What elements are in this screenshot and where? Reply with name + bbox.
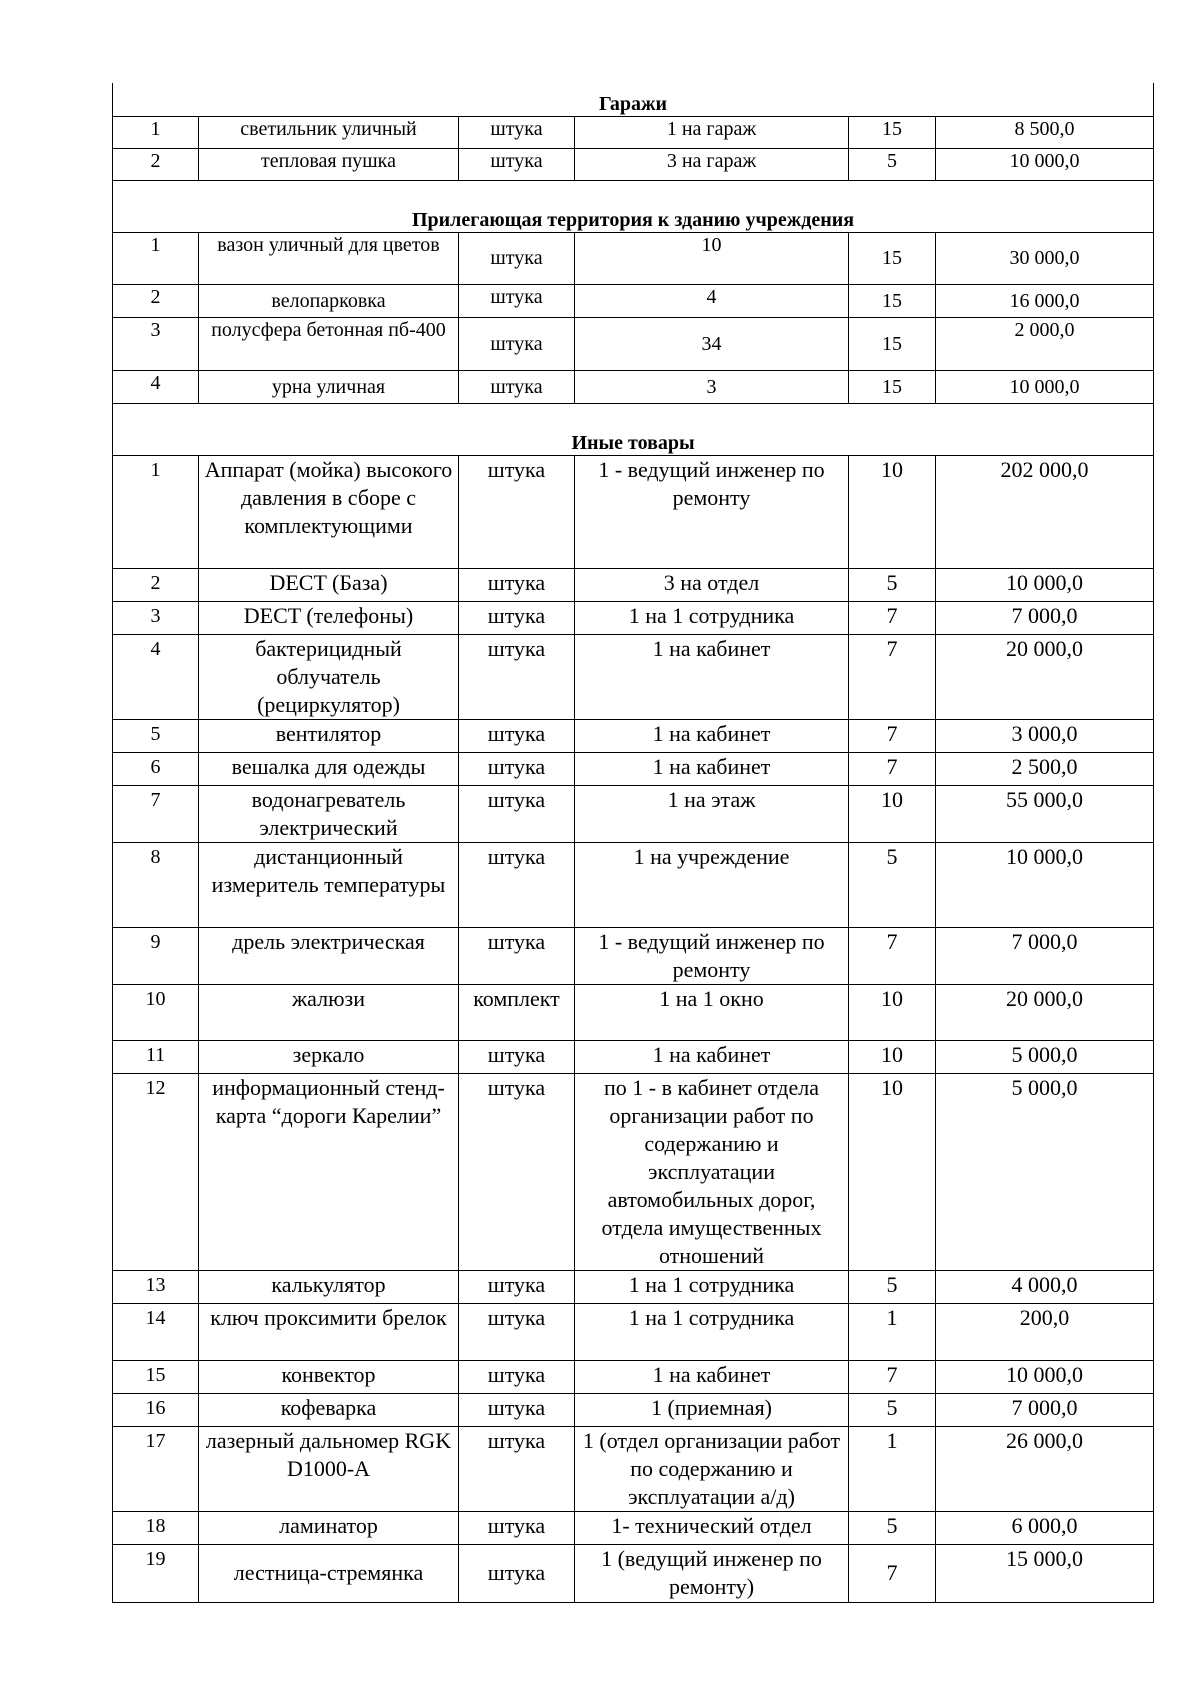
item-term: 10 — [849, 1040, 936, 1073]
item-norm: 1 на гараж — [575, 116, 849, 148]
item-price: 7 000,0 — [936, 601, 1154, 634]
row-number: 8 — [113, 842, 199, 927]
item-price: 7 000,0 — [936, 927, 1154, 984]
item-term: 7 — [849, 752, 936, 785]
item-name: кофеварка — [199, 1393, 459, 1426]
table-row — [113, 116, 1154, 148]
row-number: 10 — [113, 984, 199, 1040]
item-norm: 1 на кабинет — [575, 634, 849, 719]
section-title: Гаражи — [113, 83, 1154, 116]
item-name: зеркало — [199, 1040, 459, 1073]
item-name: дистанционный измеритель температуры — [199, 842, 459, 927]
table-row — [113, 1303, 1154, 1360]
item-unit: штука — [459, 1303, 575, 1360]
table-row — [113, 601, 1154, 634]
item-price: 20 000,0 — [936, 984, 1154, 1040]
item-term: 5 — [849, 1393, 936, 1426]
item-norm: 10 — [575, 232, 849, 284]
table-row — [113, 634, 1154, 719]
item-price: 10 000,0 — [936, 1360, 1154, 1393]
item-name: светильник уличный — [199, 116, 459, 148]
table-row — [113, 1393, 1154, 1426]
item-term: 15 — [849, 116, 936, 148]
item-norm: по 1 - в кабинет отдела организации работ по содержанию и эксплуатации автомобильных дорог, отдела имущественных отношений — [575, 1073, 849, 1270]
item-price: 2 000,0 — [936, 317, 1154, 370]
row-number: 16 — [113, 1393, 199, 1426]
item-price: 3 000,0 — [936, 719, 1154, 752]
table-row — [113, 148, 1154, 180]
table-row — [113, 568, 1154, 601]
table-row — [113, 752, 1154, 785]
item-name: лестница-стремянка — [199, 1544, 459, 1602]
row-number: 17 — [113, 1426, 199, 1511]
item-unit: штука — [459, 1511, 575, 1544]
item-unit: штука — [459, 842, 575, 927]
item-name: полусфера бетонная пб-400 — [199, 317, 459, 370]
item-norm: 3 — [575, 370, 849, 403]
row-number: 3 — [113, 601, 199, 634]
item-name: конвектор — [199, 1360, 459, 1393]
row-number: 5 — [113, 719, 199, 752]
item-term: 7 — [849, 927, 936, 984]
item-name: дрель электрическая — [199, 927, 459, 984]
item-term: 10 — [849, 984, 936, 1040]
item-unit: штука — [459, 317, 575, 370]
item-term: 1 — [849, 1303, 936, 1360]
item-price: 4 000,0 — [936, 1270, 1154, 1303]
item-price: 2 500,0 — [936, 752, 1154, 785]
section-title: Иные товары — [113, 403, 1154, 455]
equipment-norms-table — [112, 83, 1154, 1603]
item-unit: штука — [459, 1270, 575, 1303]
item-norm: 1 - ведущий инженер по ремонту — [575, 455, 849, 568]
item-term: 5 — [849, 1270, 936, 1303]
item-price: 16 000,0 — [936, 284, 1154, 317]
row-number: 2 — [113, 148, 199, 180]
item-term: 10 — [849, 1073, 936, 1270]
item-unit: штука — [459, 927, 575, 984]
item-norm: 1 (отдел организации работ по содержанию и эксплуатации а/д) — [575, 1426, 849, 1511]
item-price: 55 000,0 — [936, 785, 1154, 842]
item-norm: 1 (приемная) — [575, 1393, 849, 1426]
item-name: урна уличная — [199, 370, 459, 403]
item-unit: штука — [459, 719, 575, 752]
item-norm: 1 на кабинет — [575, 1360, 849, 1393]
item-unit: штука — [459, 1544, 575, 1602]
item-name: DECT (телефоны) — [199, 601, 459, 634]
item-term: 10 — [849, 785, 936, 842]
item-price: 20 000,0 — [936, 634, 1154, 719]
row-number: 1 — [113, 455, 199, 568]
item-term: 7 — [849, 601, 936, 634]
item-name: DECT (База) — [199, 568, 459, 601]
item-term: 7 — [849, 634, 936, 719]
item-norm: 1 на учреждение — [575, 842, 849, 927]
row-number: 1 — [113, 232, 199, 284]
item-norm: 1 на 1 сотрудника — [575, 1303, 849, 1360]
item-term: 10 — [849, 455, 936, 568]
table-row — [113, 1426, 1154, 1511]
item-unit: штука — [459, 1040, 575, 1073]
row-number: 1 — [113, 116, 199, 148]
item-unit: штука — [459, 785, 575, 842]
item-term: 1 — [849, 1426, 936, 1511]
row-number: 2 — [113, 568, 199, 601]
item-norm: 1- технический отдел — [575, 1511, 849, 1544]
item-unit: штука — [459, 284, 575, 317]
item-term: 7 — [849, 719, 936, 752]
item-unit: комплект — [459, 984, 575, 1040]
item-name: вешалка для одежды — [199, 752, 459, 785]
item-term: 5 — [849, 1511, 936, 1544]
item-unit: штука — [459, 634, 575, 719]
item-unit: штука — [459, 601, 575, 634]
item-unit: штука — [459, 1426, 575, 1511]
item-unit: штука — [459, 1360, 575, 1393]
item-name: бактерицидный облучатель (рециркулятор) — [199, 634, 459, 719]
item-name: велопарковка — [199, 284, 459, 317]
item-name: лазерный дальномер RGK D1000-A — [199, 1426, 459, 1511]
table-row — [113, 1040, 1154, 1073]
item-name: жалюзи — [199, 984, 459, 1040]
item-norm: 3 на гараж — [575, 148, 849, 180]
item-term: 7 — [849, 1360, 936, 1393]
row-number: 15 — [113, 1360, 199, 1393]
item-price: 7 000,0 — [936, 1393, 1154, 1426]
item-norm: 1 на этаж — [575, 785, 849, 842]
item-term: 5 — [849, 842, 936, 927]
item-name: водонагреватель электрический — [199, 785, 459, 842]
item-price: 26 000,0 — [936, 1426, 1154, 1511]
row-number: 9 — [113, 927, 199, 984]
item-price: 30 000,0 — [936, 232, 1154, 284]
item-price: 10 000,0 — [936, 842, 1154, 927]
item-unit: штука — [459, 370, 575, 403]
item-price: 5 000,0 — [936, 1073, 1154, 1270]
table-row — [113, 842, 1154, 927]
item-norm: 1 на кабинет — [575, 719, 849, 752]
row-number: 13 — [113, 1270, 199, 1303]
table-row — [113, 1270, 1154, 1303]
item-norm: 1 на 1 окно — [575, 984, 849, 1040]
item-unit: штука — [459, 1073, 575, 1270]
item-name: ламинатор — [199, 1511, 459, 1544]
item-price: 5 000,0 — [936, 1040, 1154, 1073]
item-price: 10 000,0 — [936, 148, 1154, 180]
section-header-garages — [113, 83, 1154, 116]
section-header-territory — [113, 180, 1154, 232]
table-row — [113, 984, 1154, 1040]
item-name: ключ проксимити брелок — [199, 1303, 459, 1360]
item-price: 15 000,0 — [936, 1544, 1154, 1602]
row-number: 4 — [113, 634, 199, 719]
item-unit: штука — [459, 752, 575, 785]
item-price: 200,0 — [936, 1303, 1154, 1360]
row-number: 3 — [113, 317, 199, 370]
item-term: 15 — [849, 317, 936, 370]
item-price: 202 000,0 — [936, 455, 1154, 568]
item-norm: 4 — [575, 284, 849, 317]
item-price: 6 000,0 — [936, 1511, 1154, 1544]
table-row — [113, 1544, 1154, 1602]
table-row — [113, 370, 1154, 403]
table-row — [113, 719, 1154, 752]
item-name: информационный стенд- карта “дороги Карелии” — [199, 1073, 459, 1270]
table-row — [113, 1073, 1154, 1270]
table-row — [113, 284, 1154, 317]
item-norm: 1 на 1 сотрудника — [575, 601, 849, 634]
row-number: 4 — [113, 370, 199, 403]
item-price: 10 000,0 — [936, 568, 1154, 601]
row-number: 2 — [113, 284, 199, 317]
table-row — [113, 1360, 1154, 1393]
item-name: вазон уличный для цветов — [199, 232, 459, 284]
item-unit: штука — [459, 148, 575, 180]
item-unit: штука — [459, 116, 575, 148]
item-norm: 1 (ведущий инженер по ремонту) — [575, 1544, 849, 1602]
row-number: 11 — [113, 1040, 199, 1073]
item-name: калькулятор — [199, 1270, 459, 1303]
row-number: 6 — [113, 752, 199, 785]
item-term: 15 — [849, 370, 936, 403]
item-norm: 1 на кабинет — [575, 1040, 849, 1073]
item-term: 7 — [849, 1544, 936, 1602]
item-name: Аппарат (мойка) высокого давления в сборе с комплектующими — [199, 455, 459, 568]
item-price: 8 500,0 — [936, 116, 1154, 148]
item-norm: 34 — [575, 317, 849, 370]
table-row — [113, 785, 1154, 842]
item-name: вентилятор — [199, 719, 459, 752]
table-row — [113, 1511, 1154, 1544]
row-number: 12 — [113, 1073, 199, 1270]
item-price: 10 000,0 — [936, 370, 1154, 403]
table-row — [113, 455, 1154, 568]
item-term: 5 — [849, 568, 936, 601]
item-term: 15 — [849, 232, 936, 284]
row-number: 14 — [113, 1303, 199, 1360]
item-norm: 3 на отдел — [575, 568, 849, 601]
row-number: 7 — [113, 785, 199, 842]
item-unit: штука — [459, 1393, 575, 1426]
item-term: 5 — [849, 148, 936, 180]
item-unit: штука — [459, 232, 575, 284]
section-header-other-goods — [113, 403, 1154, 455]
table-row — [113, 927, 1154, 984]
section-title: Прилегающая территория к зданию учреждения — [113, 180, 1154, 232]
item-norm: 1 - ведущий инженер по ремонту — [575, 927, 849, 984]
item-unit: штука — [459, 455, 575, 568]
row-number: 19 — [113, 1544, 199, 1602]
item-norm: 1 на кабинет — [575, 752, 849, 785]
row-number: 18 — [113, 1511, 199, 1544]
table-row — [113, 232, 1154, 284]
item-name: тепловая пушка — [199, 148, 459, 180]
item-unit: штука — [459, 568, 575, 601]
table-row — [113, 317, 1154, 370]
item-term: 15 — [849, 284, 936, 317]
item-norm: 1 на 1 сотрудника — [575, 1270, 849, 1303]
